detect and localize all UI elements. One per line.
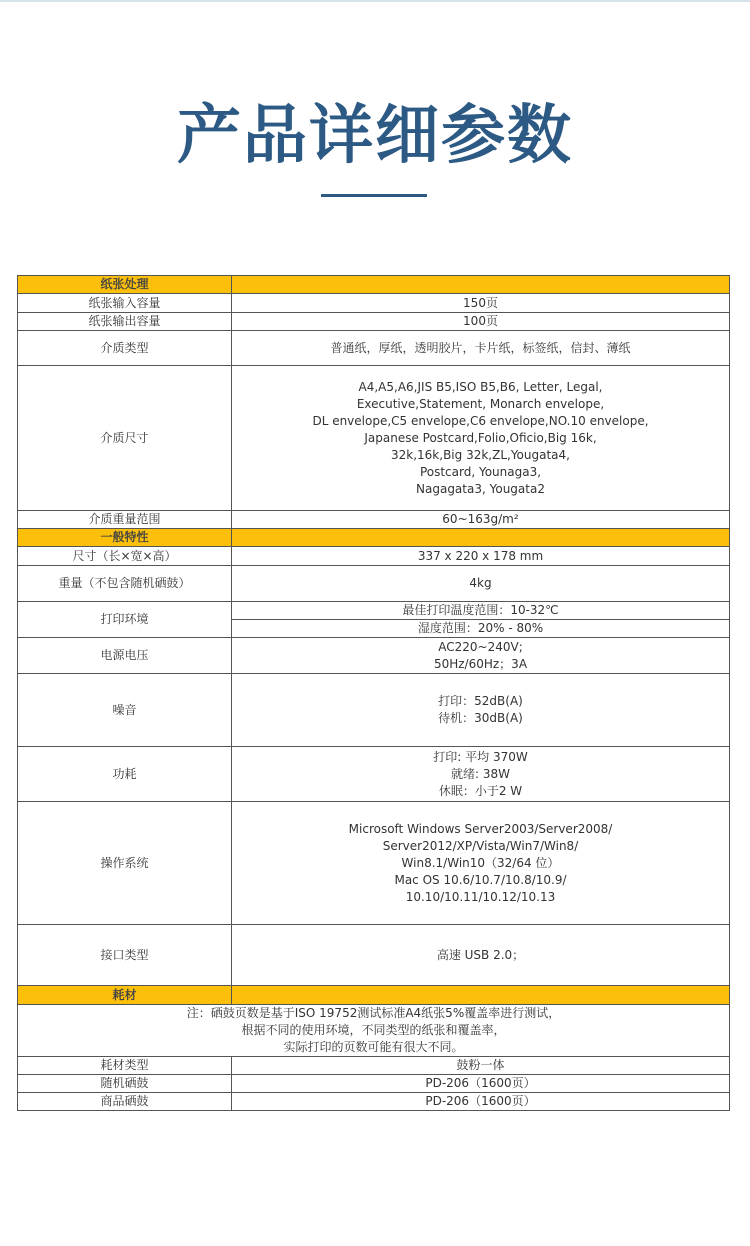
row-value <box>232 747 730 802</box>
table-row <box>18 1057 730 1075</box>
page-title: 产品详细参数 <box>177 99 573 173</box>
row-label: 功耗 <box>18 747 232 802</box>
value-line: Win8.1/Win10（32/64 位） <box>401 855 560 870</box>
row-label: 打印环境 <box>18 602 232 638</box>
table-row <box>18 294 730 313</box>
row-label: 重量（不包含随机硒鼓） <box>18 566 232 602</box>
table-row <box>18 566 730 602</box>
row-label: 噪音 <box>18 674 232 747</box>
row-label: 纸张输出容量 <box>18 313 232 331</box>
value-line: 打印：52dB(A) <box>438 694 523 708</box>
row-label: 耗材类型 <box>18 1057 232 1075</box>
row-value: 高速 USB 2.0； <box>232 925 730 986</box>
table-row <box>18 638 730 674</box>
table-row <box>18 602 730 620</box>
section-label: 耗材 <box>18 986 232 1005</box>
section-label: 纸张处理 <box>18 276 232 294</box>
row-value: 最佳打印温度范围：10-32℃ <box>232 602 730 620</box>
value-line: 32k,16k,Big 32k,ZL,Yougata4, <box>391 447 570 462</box>
row-value: 普通纸，厚纸，透明胶片，卡片纸，标签纸，信封、薄纸 <box>232 331 730 366</box>
value-line: Microsoft Windows Server2003/Server2008/ <box>348 821 613 836</box>
row-label: 纸张输入容量 <box>18 294 232 313</box>
row-label: 操作系统 <box>18 802 232 925</box>
value-line: Server2012/XP/Vista/Win7/Win8/ <box>382 838 579 853</box>
section-blank-cell <box>232 986 730 1005</box>
row-value: 鼓粉一体 <box>232 1057 730 1075</box>
row-value: 100页 <box>232 313 730 331</box>
table-row <box>18 313 730 331</box>
value-line: A4,A5,A6,JIS B5,ISO B5,B6, Letter, Legal, <box>358 379 603 394</box>
value-line: Nagagata3, Yougata2 <box>416 481 545 496</box>
row-value <box>232 802 730 925</box>
row-label: 随机硒鼓 <box>18 1075 232 1093</box>
value-line: DL envelope,C5 envelope,C6 envelope,NO.10 envelope, <box>312 413 649 428</box>
table-row <box>18 925 730 986</box>
value-line: Postcard, Younaga3, <box>419 464 542 479</box>
section-header-row <box>18 529 730 547</box>
note-line: 根据不同的使用环境，不同类型的纸张和覆盖率， <box>241 1023 506 1037</box>
row-value <box>232 638 730 674</box>
row-label: 介质尺寸 <box>18 366 232 511</box>
table-row <box>18 366 730 511</box>
value-line: AC220~240V; <box>438 639 523 654</box>
row-value: PD-206（1600页） <box>232 1093 730 1111</box>
spec-table <box>17 275 730 1111</box>
row-label: 电源电压 <box>18 638 232 674</box>
row-label: 介质类型 <box>18 331 232 366</box>
row-label: 接口类型 <box>18 925 232 986</box>
table-row <box>18 511 730 529</box>
top-divider-line <box>0 0 750 2</box>
value-line: Japanese Postcard,Folio,Oficio,Big 16k, <box>364 430 597 445</box>
section-blank-cell <box>232 529 730 547</box>
row-label: 尺寸（长×宽×高） <box>18 547 232 566</box>
row-value: 4kg <box>232 566 730 602</box>
note-line: 实际打印的页数可能有很大不同。 <box>283 1040 464 1054</box>
table-row <box>18 802 730 925</box>
title-underline <box>321 194 427 197</box>
note-row <box>18 1005 730 1057</box>
table-row <box>18 747 730 802</box>
value-line: 10.10/10.11/10.12/10.13 <box>405 889 556 904</box>
table-row <box>18 1093 730 1111</box>
value-line: 休眠：小于2 W <box>438 783 523 798</box>
value-line: Mac OS 10.6/10.7/10.8/10.9/ <box>394 872 567 887</box>
row-value: 337 x 220 x 178 mm <box>232 547 730 566</box>
row-label: 介质重量范围 <box>18 511 232 529</box>
cartridge-note <box>18 1005 730 1057</box>
row-label: 商品硒鼓 <box>18 1093 232 1111</box>
table-row <box>18 331 730 366</box>
row-value <box>232 674 730 747</box>
value-line: 50Hz/60Hz；3A <box>433 656 528 671</box>
row-value: 150页 <box>232 294 730 313</box>
value-line: 待机：30dB(A) <box>438 711 523 725</box>
row-value <box>232 366 730 511</box>
section-label: 一般特性 <box>18 529 232 547</box>
value-line: 打印: 平均 370W <box>433 749 528 764</box>
table-row <box>18 674 730 747</box>
note-line: 注：硒鼓页数是基于ISO 19752测试标准A4纸张5%覆盖率进行测试， <box>186 1006 561 1020</box>
row-value: 60~163g/m² <box>232 511 730 529</box>
row-value: PD-206（1600页） <box>232 1075 730 1093</box>
value-line: 就绪: 38W <box>451 766 510 781</box>
section-header-row <box>18 276 730 294</box>
section-blank-cell <box>232 276 730 294</box>
table-row <box>18 547 730 566</box>
row-value: 湿度范围：20% - 80% <box>232 620 730 638</box>
table-row <box>18 1075 730 1093</box>
value-line: Executive,Statement, Monarch envelope, <box>356 396 605 411</box>
section-header-row <box>18 986 730 1005</box>
